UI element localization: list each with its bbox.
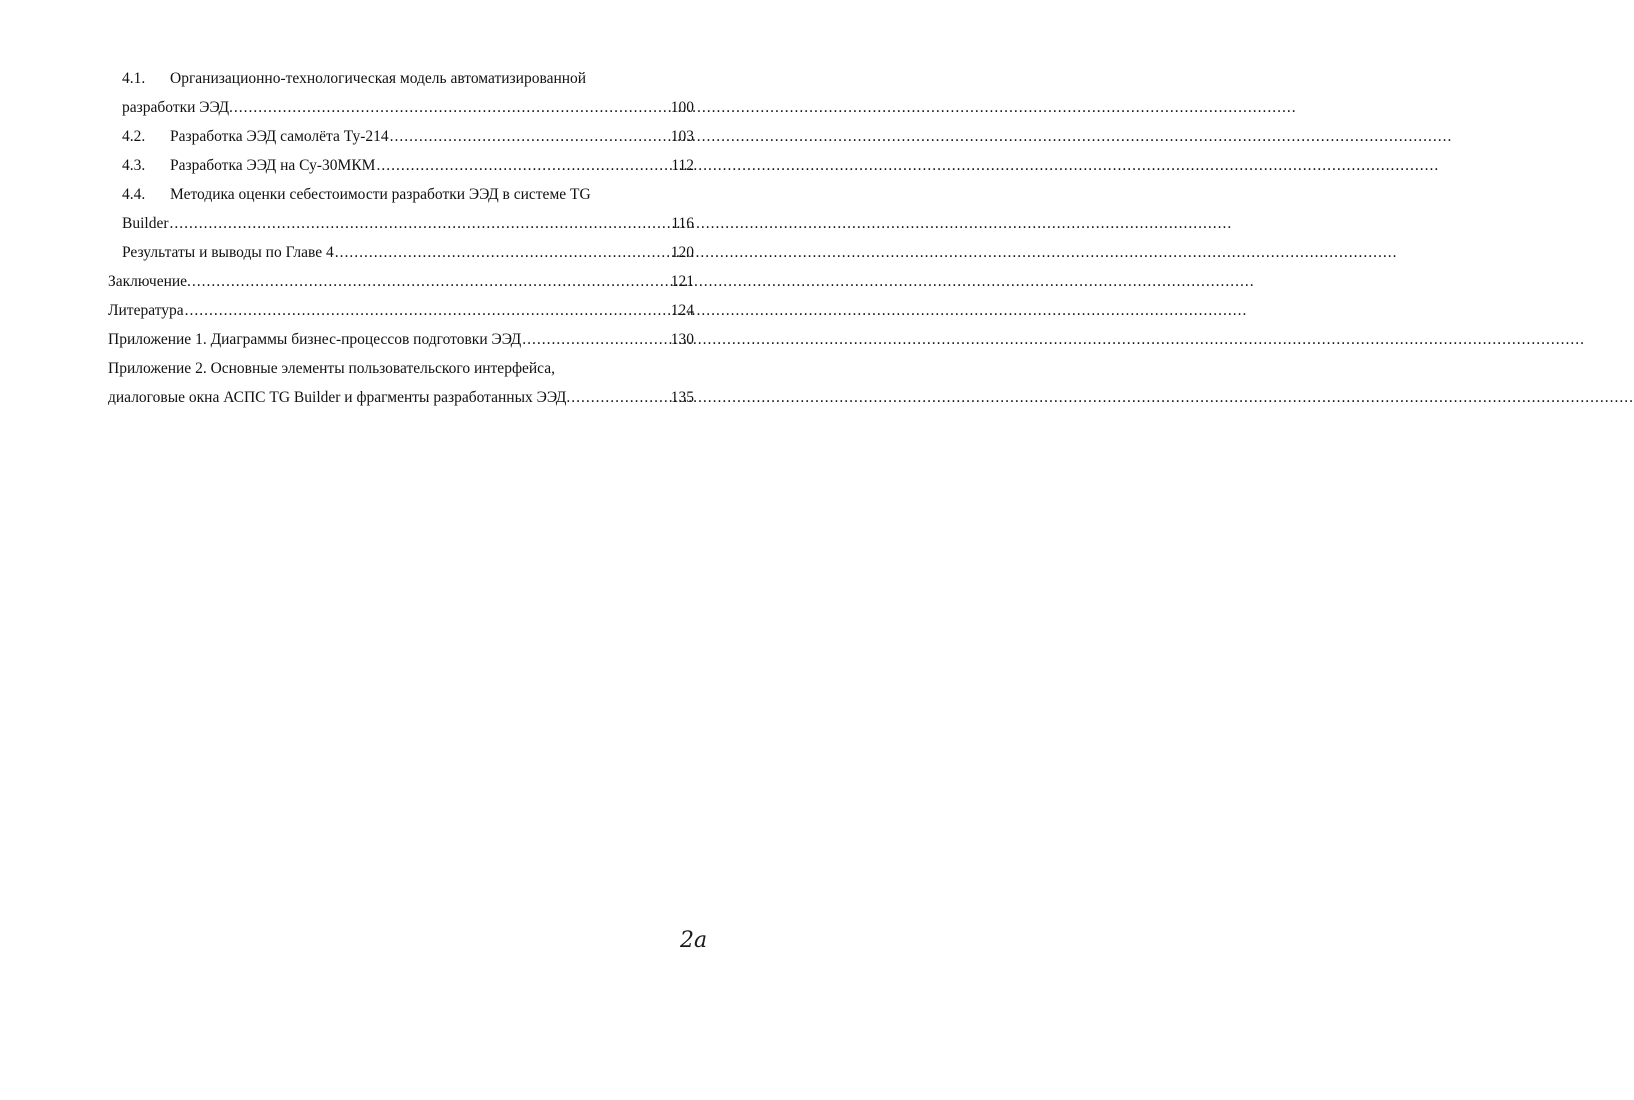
toc-entry-appendix-2-line-1 <box>108 354 694 383</box>
document-page <box>0 0 733 1100</box>
toc-entry-title: Разработка ЭЭД на Су-30МКМ <box>170 157 376 174</box>
toc-leader-dots <box>522 325 670 354</box>
table-of-contents <box>108 64 694 412</box>
toc-page-number: 112 <box>671 157 694 174</box>
toc-entry-chapter-4-results <box>108 238 694 267</box>
toc-entry-4-4-line-2 <box>108 209 694 238</box>
toc-entry-appendix-1 <box>108 325 694 354</box>
toc-page-number: 100 <box>670 99 694 116</box>
toc-entry-title: Разработка ЭЭД самолёта Ту-214 <box>170 128 389 145</box>
toc-entry-number: 4.3. <box>122 157 146 174</box>
toc-entry-appendix-2-line-2 <box>108 383 694 412</box>
toc-entry-number: 4.2. <box>122 128 146 145</box>
toc-entry-4-3 <box>108 151 694 180</box>
toc-entry-4-1-line-1 <box>108 64 694 93</box>
toc-leader-dots <box>170 209 671 238</box>
toc-leader-dots <box>335 238 670 267</box>
toc-entry-title-continued: Builder <box>122 215 169 232</box>
toc-leader-dots <box>376 151 670 180</box>
toc-entry-title-continued: диалоговые окна АСПС TG Builder и фрагменты разработанных ЭЭД. <box>108 389 571 406</box>
toc-leader-dots <box>234 93 670 122</box>
toc-entry-4-4-line-1 <box>108 180 694 209</box>
toc-page-number: 124 <box>670 302 694 319</box>
toc-page-number: 120 <box>670 244 694 261</box>
toc-entry-4-1-line-2 <box>108 93 694 122</box>
toc-entry-title-continued: разработки ЭЭД. <box>122 99 233 116</box>
toc-page-number: 103 <box>670 128 694 145</box>
toc-entry-title: Результаты и выводы по Главе 4 <box>122 244 334 261</box>
toc-leader-dots <box>192 267 670 296</box>
toc-leader-dots <box>390 122 670 151</box>
toc-entry-title: Литература <box>108 302 184 319</box>
toc-entry-title: Приложение 2. Основные элементы пользовательского интерфейса, <box>108 360 555 377</box>
toc-leader-dots <box>185 296 670 325</box>
toc-page-number: 135 <box>670 389 694 406</box>
toc-page-number: 130 <box>670 331 694 348</box>
handwritten-page-mark: 2a <box>680 928 708 953</box>
toc-entry-4-2 <box>108 122 694 151</box>
toc-entry-title: Приложение 1. Диаграммы бизнес-процессов подготовки ЭЭД <box>108 331 522 348</box>
toc-entry-conclusion <box>108 267 694 296</box>
toc-leader-dots <box>571 383 670 412</box>
toc-entry-number: 4.1. <box>122 70 146 87</box>
toc-entry-title: Организационно-технологическая модель автоматизированной <box>170 70 587 87</box>
toc-entry-title: Методика оценки себестоимости разработки ЭЭД в системе TG <box>170 186 591 203</box>
toc-entry-number: 4.4. <box>122 186 146 203</box>
toc-entry-title: Заключение. <box>108 273 191 290</box>
toc-page-number: 121 <box>670 273 694 290</box>
toc-page-number: 116 <box>671 215 694 232</box>
toc-entry-literature <box>108 296 694 325</box>
